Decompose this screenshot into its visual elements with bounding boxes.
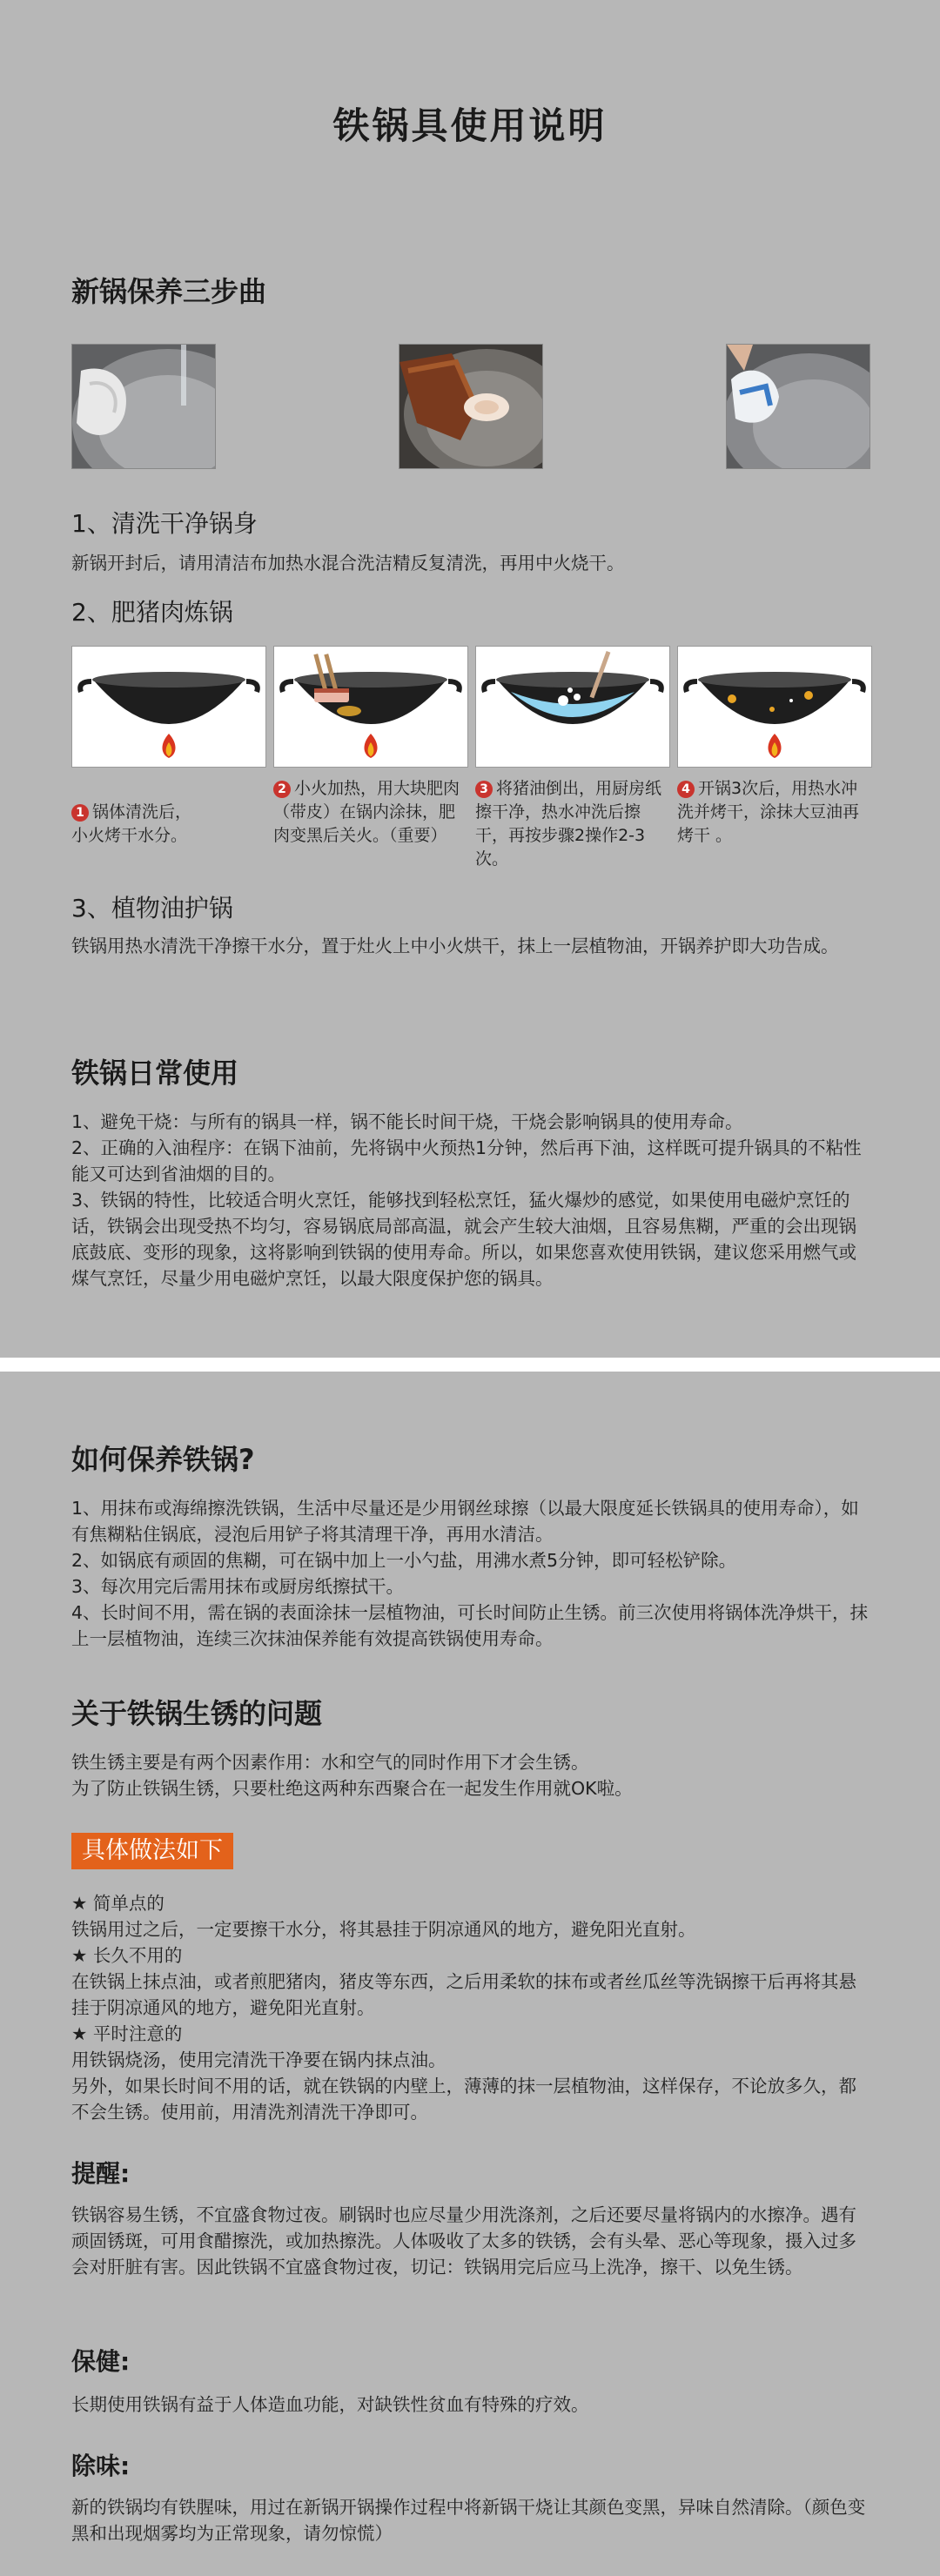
maintain-heading: 如何保养铁锅? bbox=[71, 1443, 255, 1476]
step-number-badge: 4 bbox=[677, 781, 695, 798]
smell-text: 新的铁锅均有铁腥味，用过在新锅开锅操作过程中将新锅干烧让其颜色变黑，异味自然清除。（颜色变黑和出现烟雾均为正常现象，请勿惊慌） bbox=[71, 2497, 866, 2544]
photo-pork-fat-pot bbox=[399, 344, 543, 469]
step-caption-text: 将猪油倒出，用厨房纸擦干净，热水冲洗后擦干，再按步骤2操作2-3次。 bbox=[475, 779, 662, 869]
step-caption-1 bbox=[71, 777, 265, 848]
health-text: 长期使用铁锅有益于人体造血功能，对缺铁性贫血有特殊的疗效。 bbox=[71, 2394, 589, 2415]
daily-use-heading: 铁锅日常使用 bbox=[71, 1057, 239, 1090]
photo-washing-pot bbox=[71, 344, 216, 469]
step-caption-text: 小火加热，用大块肥肉（带皮）在锅内涂抹，肥肉变黑后关火。（重要） bbox=[273, 779, 460, 845]
method-text: ★ 简单点的 铁锅用过之后，一定要擦干水分，将其悬挂于阴凉通风的地方，避免阳光直射。 ★ 长久不用的 在铁锅上抹点油，或者煎肥猪肉，猪皮等东西，之后用柔软的抹布或者丝瓜丝等洗锅擦干后再将其悬挂于阴凉通风的地方，避免阳光直射。 ★ 平时注意的 用铁锅烧汤，使用完清洗干净要在锅内抹点油。 另外，如果长时间不用的话，就在铁锅的内壁上，薄薄的抹一层植物油，这样保存，不论放多久，都不会生锈。使用前，用清洗剂清洗干净即可。 bbox=[71, 1893, 856, 2123]
step1-text: 新锅开封后，请用清洁布加热水混合洗洁精反复清洗，再用中火烧干。 bbox=[71, 553, 625, 574]
step3-heading: 3、植物油护锅 bbox=[71, 894, 233, 922]
rust-text: 铁生锈主要是有两个因素作用：水和空气的同时作用下才会生锈。 为了防止铁锅生锈，只要杜绝这两种东西聚合在一起发生作用就OK啦。 bbox=[71, 1752, 633, 1799]
reminder-heading: 提醒: bbox=[71, 2159, 131, 2188]
step-number-badge: 3 bbox=[475, 781, 493, 798]
method-label: 具体做法如下 bbox=[71, 1833, 233, 1869]
step3-text: 铁锅用热水清洗干净擦干水分，置于灶火上中小火烘干，抹上一层植物油，开锅养护即大功告成。 bbox=[71, 936, 839, 956]
smell-heading: 除味: bbox=[71, 2452, 131, 2480]
daily-use-text: 1、避免干烧：与所有的锅具一样，锅不能长时间干烧，干烧会影响锅具的使用寿命。 2、正确的入油程序：在锅下油前，先将锅中火预热1分钟，然后再下油，这样既可提升锅具的不粘性能又可达到省油烟的目的。 3、铁锅的特性，比较适合明火烹饪，能够找到轻松烹饪，猛火爆炒的感觉，如果使用电磁炉烹饪的话，铁锅会出现受热不均匀，容易锅底局部高温，就会产生较大油烟，且容易焦糊，严重的会出现锅底鼓底、变形的现象，这将影响到铁锅的使用寿命。所以，如果您喜欢使用铁锅，建议您采用燃气或煤气烹饪，尽量少用电磁炉烹饪，以最大限度保护您的锅具。 bbox=[71, 1111, 862, 1289]
rust-heading: 关于铁锅生锈的问题 bbox=[71, 1697, 323, 1730]
step-caption-2 bbox=[273, 777, 467, 848]
step-card-1 bbox=[71, 646, 266, 768]
page-title: 铁锅具使用说明 bbox=[332, 104, 608, 147]
step-card-4 bbox=[677, 646, 872, 768]
maintain-text: 1、用抹布或海绵擦洗铁锅，生活中尽量还是少用钢丝球擦（以最大限度延长铁锅具的使用寿命），如有焦糊粘住锅底，浸泡后用铲子将其清理干净，再用水清洁。 2、如锅底有顽固的焦糊，可在锅中加上一小勺盐，用沸水煮5分钟，即可轻松铲除。 3、每次用完后需用抹布或厨房纸擦拭干。 4、长时间不用，需在锅的表面涂抹一层植物油，可长时间防止生锈。前三次使用将锅体洗净烘干，抹上一层植物油，连续三次抹油保养能有效提高铁锅使用寿命。 bbox=[71, 1498, 869, 1649]
step-caption-text: 锅体清洗后， 小火烤干水分。 bbox=[71, 802, 192, 845]
health-heading: 保健: bbox=[71, 2347, 131, 2376]
step-number-badge: 1 bbox=[71, 804, 89, 822]
step-caption-3 bbox=[475, 777, 668, 871]
step-card-2 bbox=[273, 646, 468, 768]
step2-heading: 2、肥猪肉炼锅 bbox=[71, 598, 233, 627]
step-card-3 bbox=[475, 646, 670, 768]
photo-oil-pot bbox=[726, 344, 870, 469]
step-caption-4 bbox=[677, 777, 870, 848]
new-pot-heading: 新锅保养三步曲 bbox=[71, 275, 267, 308]
step-caption-text: 开锅3次后，用热水冲洗并烤干，涂抹大豆油再烤干 。 bbox=[677, 779, 860, 845]
step-number-badge: 2 bbox=[273, 781, 291, 798]
reminder-text: 铁锅容易生锈，不宜盛食物过夜。刷锅时也应尽量少用洗涤剂，之后还要尽量将锅内的水擦净。遇有顽固锈斑，可用食醋擦洗，或加热擦洗。人体吸收了太多的铁锈，会有头晕、恶心等现象，摄入过多会对肝脏有害。因此铁锅不宜盛食物过夜，切记：铁锅用完后应马上洗净，擦干、以免生锈。 bbox=[71, 2204, 856, 2277]
step1-heading: 1、清洗干净锅身 bbox=[71, 509, 258, 538]
